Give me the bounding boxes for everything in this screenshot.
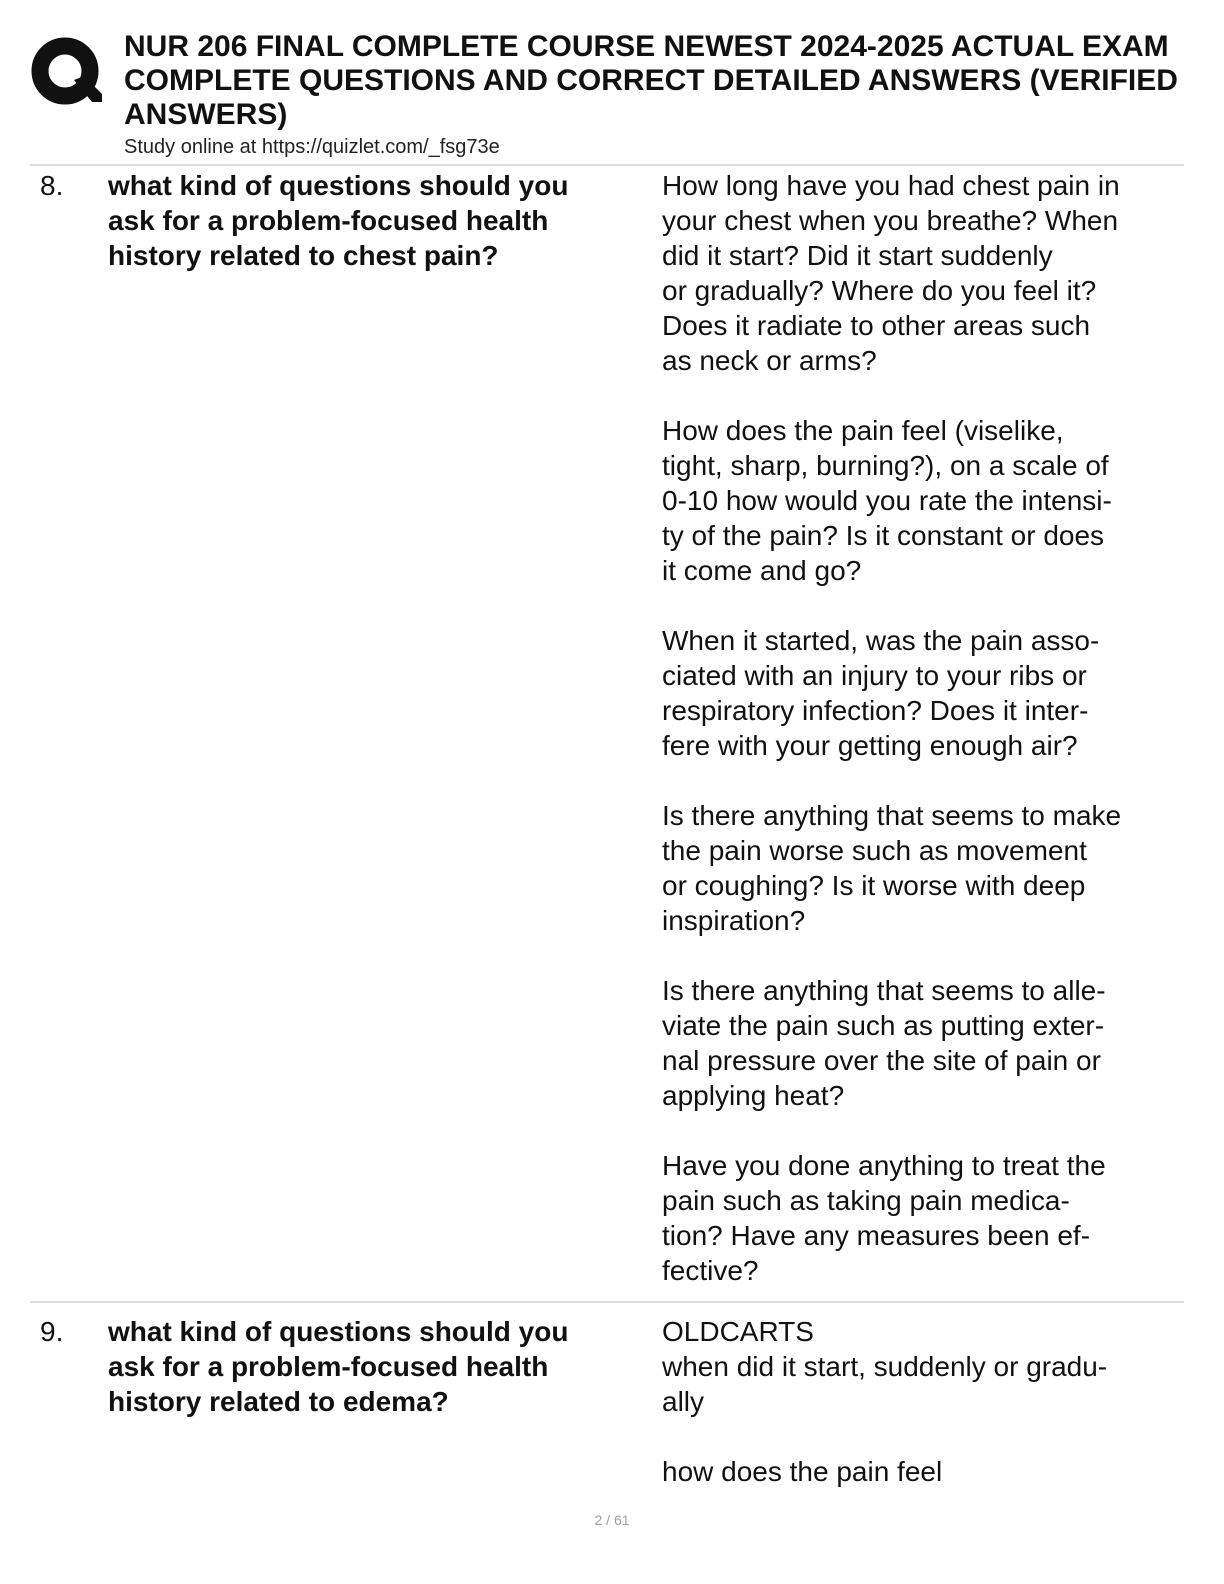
answer-line: the pain worse such as movement (662, 835, 1087, 866)
answer-line: How does the pain feel (viselike, (662, 415, 1064, 446)
question-line: what kind of questions should you (108, 170, 569, 201)
answer-line: 0-10 how would you rate the intensi- (662, 485, 1112, 516)
answer-line: Does it radiate to other areas such (662, 310, 1091, 341)
answer-line: or gradually? Where do you feel it? (662, 275, 1097, 306)
title-line: COMPLETE QUESTIONS AND CORRECT DETAILED ANSWERS (VERIFIED (124, 64, 1178, 97)
answer-line: when did it start, suddenly or gradu- (662, 1351, 1108, 1382)
answer-paragraph (662, 168, 1184, 378)
answer-line: tight, sharp, burning?), on a scale of (662, 450, 1109, 481)
answer-line: your chest when you breathe? When (662, 205, 1119, 236)
answer-line: respiratory infection? Does it inter- (662, 695, 1089, 726)
card-answer (662, 1314, 1184, 1489)
answer-line: Have you done anything to treat the (662, 1150, 1106, 1181)
page-header (30, 30, 1224, 166)
card-number: 8. (40, 170, 64, 201)
card-question (108, 168, 638, 273)
page-number: 2 / 61 (594, 1512, 630, 1528)
answer-line: fere with your getting enough air? (662, 730, 1078, 761)
answer-paragraph (662, 623, 1184, 763)
answer-line: ciated with an injury to your ribs or (662, 660, 1087, 691)
answer-line: fective? (662, 1255, 759, 1286)
answer-paragraph (662, 1148, 1184, 1288)
answer-line: it come and go? (662, 555, 862, 586)
card-question (108, 1314, 638, 1419)
study-online-link[interactable]: Study online at https://quizlet.com/_fsg73e (124, 136, 500, 158)
answer-line: How long have you had chest pain in (662, 170, 1120, 201)
question-line: ask for a problem-focused health (108, 1351, 549, 1382)
answer-line: OLDCARTS (662, 1316, 814, 1347)
answer-line: as neck or arms? (662, 345, 877, 376)
answer-line: Is there anything that seems to alle- (662, 975, 1106, 1006)
question-line: history related to edema? (108, 1386, 449, 1417)
answer-line: did it start? Did it start suddenly (662, 240, 1053, 271)
answer-line: or coughing? Is it worse with deep (662, 870, 1086, 901)
answer-line: tion? Have any measures been ef- (662, 1220, 1091, 1251)
answer-paragraph (662, 973, 1184, 1113)
divider (30, 1301, 1184, 1303)
answer-line: how does the pain feel (662, 1456, 943, 1487)
answer-paragraph (662, 1454, 1184, 1489)
document-title (124, 30, 1224, 132)
answer-line: viate the pain such as putting exter- (662, 1010, 1105, 1041)
answer-line: inspiration? (662, 905, 806, 936)
question-line: history related to chest pain? (108, 240, 499, 271)
answer-line: Is there anything that seems to make (662, 800, 1122, 831)
answer-paragraph (662, 798, 1184, 938)
title-line: ANSWERS) (124, 98, 288, 131)
answer-paragraph (662, 1314, 1184, 1419)
answer-line: ty of the pain? Is it constant or does (662, 520, 1105, 551)
question-line: what kind of questions should you (108, 1316, 569, 1347)
quizlet-logo-icon (30, 36, 104, 110)
answer-line: pain such as taking pain medica- (662, 1185, 1070, 1216)
answer-line: nal pressure over the site of pain or (662, 1045, 1101, 1076)
answer-line: ally (662, 1386, 705, 1417)
divider (30, 164, 1184, 166)
answer-line: When it started, was the pain asso- (662, 625, 1100, 656)
answer-paragraph (662, 413, 1184, 588)
card-answer (662, 168, 1184, 1288)
card-number: 9. (40, 1316, 64, 1347)
question-line: ask for a problem-focused health (108, 205, 549, 236)
title-line: NUR 206 FINAL COMPLETE COURSE NEWEST 2024-2025 ACTUAL EXAM (124, 30, 1169, 63)
answer-line: applying heat? (662, 1080, 845, 1111)
